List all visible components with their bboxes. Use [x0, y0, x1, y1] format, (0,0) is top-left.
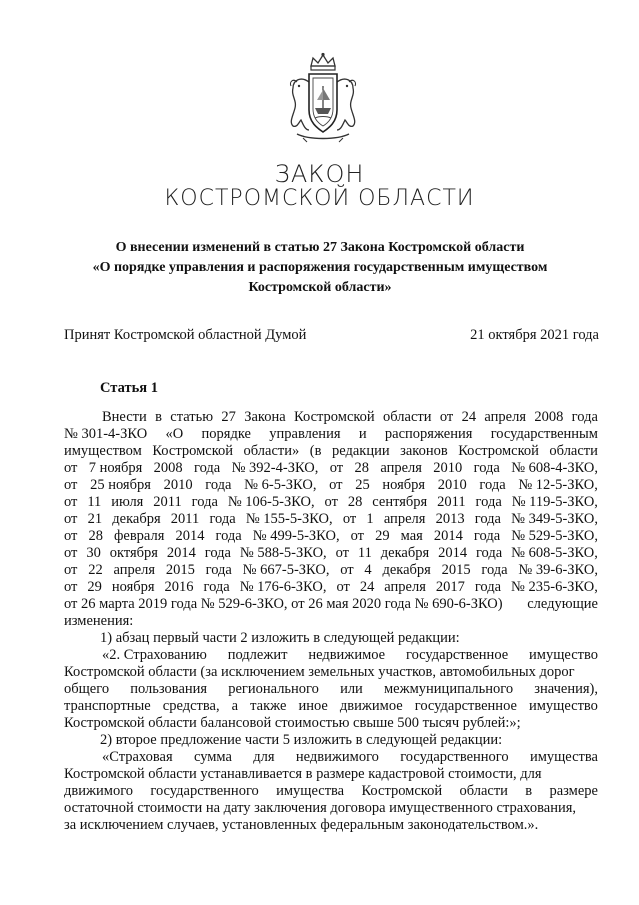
word: № 6-5-ЗКО,: [244, 477, 317, 493]
word: апреля: [383, 511, 426, 527]
word: 2017: [435, 579, 465, 595]
word: от: [335, 545, 349, 561]
word: от: [64, 545, 78, 561]
coat-of-arms-icon: [283, 52, 363, 144]
word: года: [473, 460, 500, 476]
word: остаточной стоимости на дату заключения договора имущественного страхования,: [64, 800, 577, 816]
text-line: [64, 494, 598, 511]
word: апреля: [380, 460, 422, 476]
word: 25: [355, 477, 370, 493]
word: от: [64, 460, 78, 476]
word: 2010: [437, 477, 467, 493]
word: области: [549, 443, 598, 459]
word: 2011: [437, 494, 466, 510]
word: 21: [87, 511, 103, 527]
word: от: [64, 511, 78, 527]
word: от 26 марта 2019 года № 529-6-ЗКО, от 26 мая 2020 года № 690-6-ЗКО): [64, 596, 503, 612]
text-line: [64, 545, 598, 562]
text-line: [64, 596, 598, 613]
word: за исключением случаев, установленных федеральным законодательством.».: [64, 817, 539, 833]
word: 2013: [435, 511, 465, 527]
word: 7 ноября: [88, 460, 143, 476]
word: года: [194, 460, 221, 476]
word: Костромской: [361, 783, 443, 799]
word: транспортные: [64, 698, 151, 714]
word: № 349-5-ЗКО,: [511, 511, 598, 527]
word: года: [205, 562, 232, 578]
word: имущество: [529, 647, 598, 663]
word: года: [205, 477, 232, 493]
word: от: [340, 562, 354, 578]
text-line: [64, 443, 598, 460]
word: № 588-5-ЗКО,: [239, 545, 327, 561]
word: законов: [400, 443, 448, 459]
word: 2011: [153, 494, 182, 510]
word: от: [64, 528, 78, 544]
word: № 12-5-ЗКО,: [518, 477, 598, 493]
word: года: [203, 579, 230, 595]
word: государственным: [490, 426, 598, 442]
word: для: [253, 749, 275, 765]
word: 1: [366, 511, 374, 527]
word: управления: [269, 426, 341, 442]
word: от: [329, 460, 344, 476]
text-line: [64, 511, 598, 528]
adopted-by: Принят Костромской областной Думой: [64, 327, 307, 343]
word: года: [481, 562, 508, 578]
word: 27: [221, 409, 236, 425]
word: в: [525, 783, 533, 799]
subject-line: О внесении изменений в статью 27 Закона Костромской области: [115, 240, 525, 255]
word: № 301-4-ЗКО: [64, 426, 148, 442]
article-body: [64, 409, 598, 834]
word: № 155-5-ЗКО,: [245, 511, 333, 527]
word: № 235-6-ЗКО,: [511, 579, 598, 595]
word: № 499-5-ЗКО,: [252, 528, 340, 544]
word: № 667-5-ЗКО,: [242, 562, 330, 578]
text-line: [64, 613, 598, 630]
word: средства,: [162, 698, 220, 714]
word: 2014: [433, 528, 463, 544]
word: № 106-5-ЗКО,: [227, 494, 315, 510]
word: имущества: [529, 749, 598, 765]
word: № 529-5-ЗКО,: [511, 528, 598, 544]
word: общего: [64, 681, 110, 697]
word: 25 ноября: [90, 477, 151, 493]
word: года: [474, 579, 502, 595]
word: 29: [87, 579, 102, 595]
text-line: [64, 783, 598, 800]
word: 2016: [164, 579, 194, 595]
word: 2014: [438, 545, 468, 561]
text-line: [64, 817, 598, 834]
word: «2. Страхованию: [102, 647, 207, 663]
word: № 608-4-ЗКО,: [511, 460, 598, 476]
word: 24: [461, 409, 477, 425]
word: «Страховая: [102, 749, 173, 765]
word: апреля: [113, 562, 156, 578]
word: февраля: [114, 528, 165, 544]
word: области»: [243, 443, 300, 459]
word: от: [350, 528, 365, 544]
word: года: [191, 494, 218, 510]
word: от: [64, 477, 78, 493]
word: имущество: [528, 698, 598, 714]
text-line: [64, 528, 598, 545]
word: Внести: [102, 409, 147, 425]
word: года: [473, 528, 501, 544]
word: от: [439, 409, 454, 425]
text-line: [64, 579, 598, 596]
text-line: [64, 426, 598, 443]
word: года: [209, 511, 236, 527]
word: от: [64, 494, 78, 510]
word: или: [340, 681, 363, 697]
word: года: [475, 494, 502, 510]
word: а: [231, 698, 239, 714]
word: декабря: [382, 562, 431, 578]
word: подлежит: [227, 647, 288, 663]
text-line: [64, 749, 598, 766]
word: 29: [375, 528, 390, 544]
word: 2008: [534, 409, 564, 425]
word: 24: [359, 579, 375, 595]
text-line: [64, 647, 598, 664]
word: 1) абзац первый части 2 изложить в следующей редакции:: [100, 630, 460, 646]
adoption-date: 21 октября 2021 года: [470, 327, 599, 343]
word: 2015: [165, 562, 195, 578]
word: апреля: [384, 579, 426, 595]
word: № 39-6-ЗКО,: [518, 562, 598, 578]
word: 30: [86, 545, 101, 561]
word: иное: [298, 698, 328, 714]
word: значения),: [534, 681, 598, 697]
text-line: [64, 664, 598, 681]
word: Костромской области устанавливается в размере кадастровой стоимости, для: [64, 766, 542, 782]
law-title: ЗАКОН: [274, 160, 365, 188]
word: следующие: [527, 596, 598, 612]
word: 22: [88, 562, 103, 578]
text-line: [64, 460, 598, 477]
word: статью: [170, 409, 214, 425]
word: 2010: [433, 460, 463, 476]
word: изменения:: [64, 613, 134, 629]
word: 2015: [441, 562, 471, 578]
word: размере: [549, 783, 598, 799]
word: области: [459, 783, 508, 799]
word: года: [215, 528, 242, 544]
word: года: [475, 545, 503, 561]
word: распоряжения: [384, 426, 473, 442]
word: и: [358, 426, 367, 442]
word: декабря: [380, 545, 430, 561]
word: года: [204, 545, 231, 561]
word: года: [571, 409, 598, 425]
word: от: [64, 562, 78, 578]
text-line: [64, 698, 598, 715]
word: 11: [87, 494, 102, 510]
word: года: [479, 477, 506, 493]
word: порядке: [201, 426, 251, 442]
word: государственное: [405, 647, 509, 663]
text-line: [64, 409, 598, 426]
word: декабря: [112, 511, 161, 527]
word: ноября: [111, 579, 155, 595]
word: недвижимое: [308, 647, 386, 663]
word: № 608-5-ЗКО,: [511, 545, 598, 561]
word: от: [342, 511, 357, 527]
text-line: [64, 800, 598, 817]
text-line: [64, 715, 598, 732]
word: имущества: [276, 783, 345, 799]
word: государственного: [150, 783, 259, 799]
word: от: [336, 579, 350, 595]
word: года: [474, 511, 501, 527]
word: 11: [357, 545, 372, 561]
law-region-title: КОСТРОМСКОЙ ОБЛАСТИ: [164, 186, 475, 211]
word: редакции: [331, 443, 390, 459]
word: 2010: [163, 477, 193, 493]
law-subject: [40, 238, 600, 298]
word: 2008: [153, 460, 183, 476]
word: 28: [354, 460, 369, 476]
word: 2014: [166, 545, 196, 561]
word: № 176-6-ЗКО,: [239, 579, 327, 595]
word: Костромской: [294, 409, 375, 425]
word: пользования: [130, 681, 208, 697]
word: июля: [111, 494, 144, 510]
text-line: [64, 732, 598, 749]
word: Костромской: [152, 443, 234, 459]
word: межмуниципального: [383, 681, 514, 697]
word: 4: [364, 562, 372, 578]
word: октября: [109, 545, 158, 561]
word: апреля: [484, 409, 527, 425]
word: от: [64, 579, 78, 595]
word: № 392-4-ЗКО,: [231, 460, 319, 476]
word: Костромской области (за исключением земельных участков, автомобильных дорог: [64, 664, 575, 680]
word: ноября: [382, 477, 426, 493]
text-line: [64, 477, 598, 494]
article-heading: Статья 1: [100, 380, 158, 396]
word: сумма: [193, 749, 232, 765]
word: Костромской области балансовой стоимостью свыше 500 тысяч рублей:»;: [64, 715, 521, 731]
word: от: [329, 477, 343, 493]
word: сентября: [372, 494, 428, 510]
word: № 119-5-ЗКО,: [511, 494, 598, 510]
text-line: [64, 630, 598, 647]
word: Закона: [244, 409, 286, 425]
word: движимое: [339, 698, 403, 714]
word: 2011: [170, 511, 200, 527]
text-line: [64, 766, 598, 783]
word: Костромской: [458, 443, 539, 459]
word: (в: [309, 443, 322, 459]
text-line: [64, 562, 598, 579]
word: от: [324, 494, 338, 510]
word: 28: [347, 494, 363, 510]
word: регионального: [228, 681, 319, 697]
word: мая: [400, 528, 423, 544]
word: движимого: [64, 783, 134, 799]
subject-line: «О порядке управления и распоряжения государственным имуществом: [92, 260, 548, 275]
word: государственного: [400, 749, 509, 765]
word: в: [155, 409, 162, 425]
word: также: [250, 698, 287, 714]
word: «О: [165, 426, 184, 442]
word: 2014: [175, 528, 205, 544]
text-line: [64, 681, 598, 698]
word: области: [383, 409, 432, 425]
subject-line: Костромской области»: [248, 280, 392, 295]
word: государственное: [414, 698, 517, 714]
word: 28: [88, 528, 103, 544]
word: недвижимого: [295, 749, 379, 765]
word: имуществом: [64, 443, 142, 459]
word: 2) второе предложение части 5 изложить в следующей редакции:: [100, 732, 503, 748]
